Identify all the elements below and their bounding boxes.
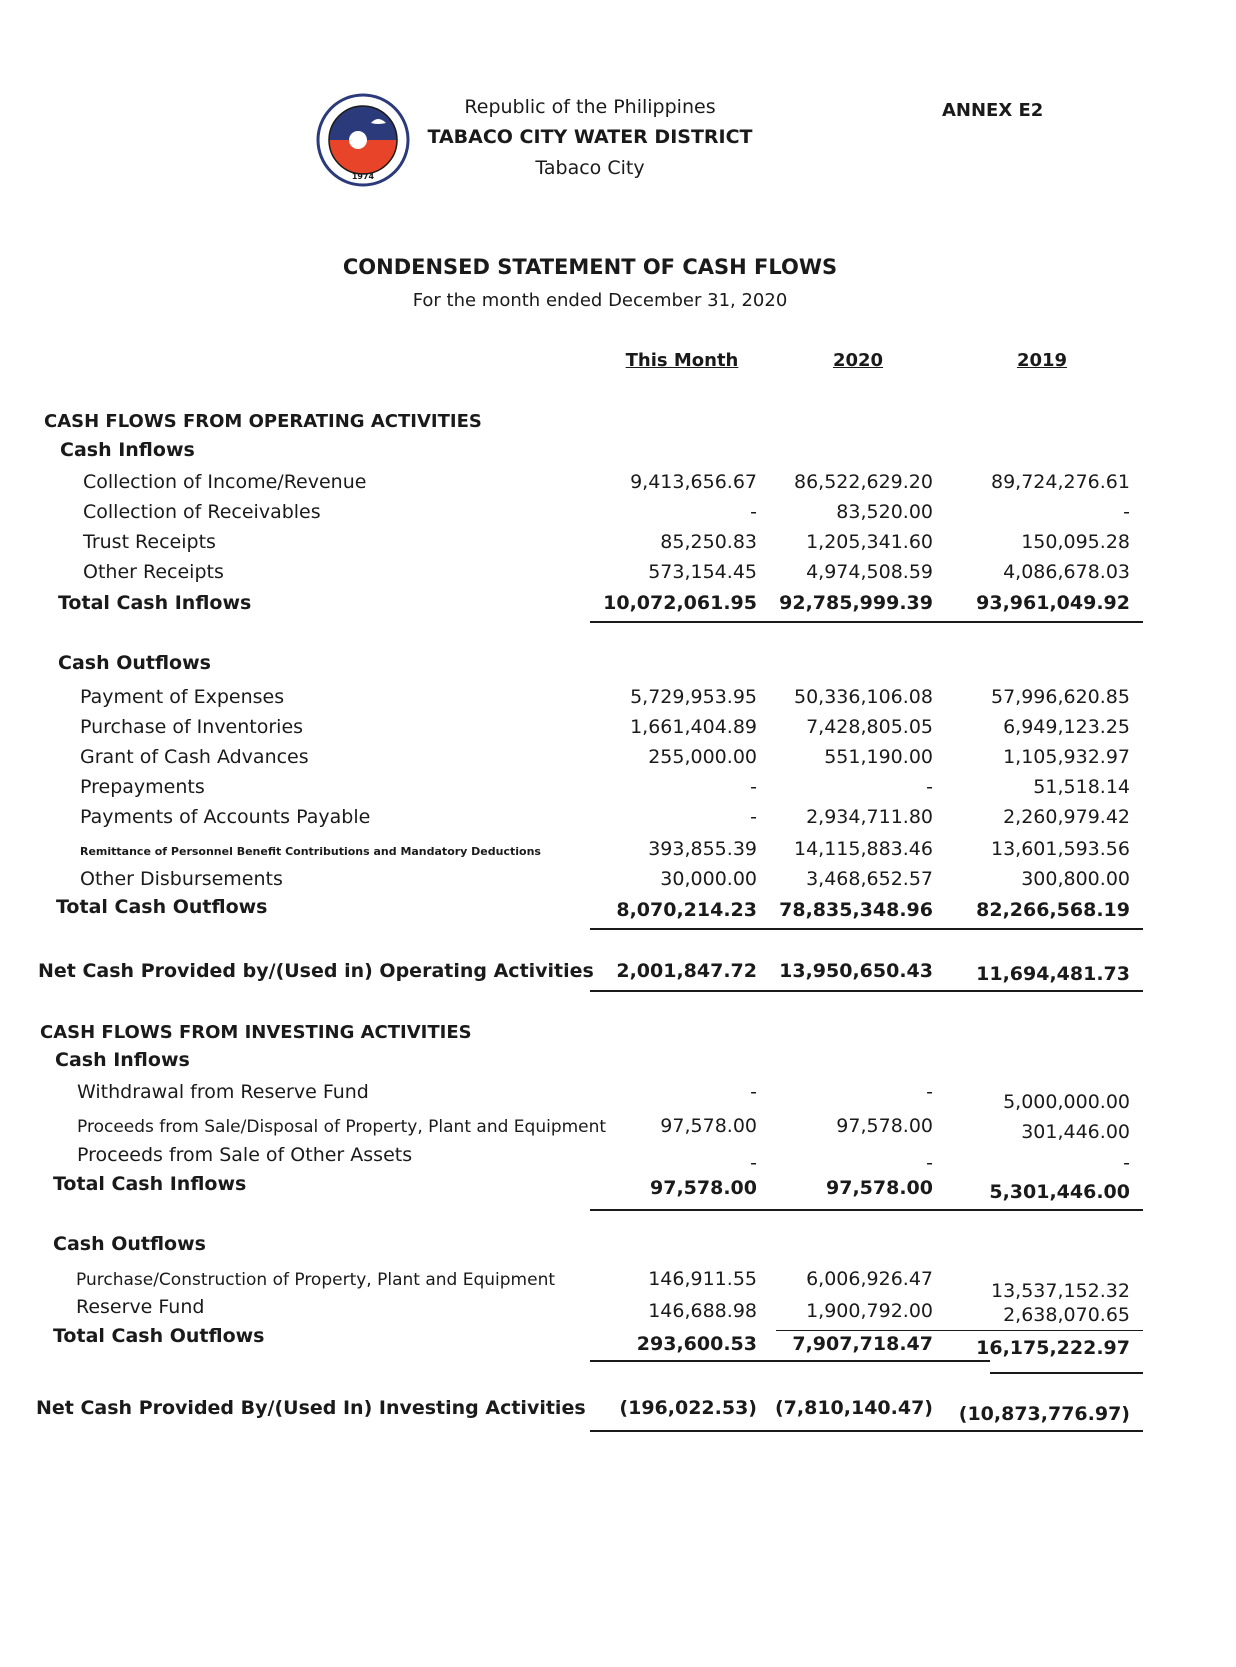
row-label: Grant of Cash Advances xyxy=(80,746,309,768)
value-2019: 2,260,979.42 xyxy=(1003,806,1130,828)
total-underline xyxy=(590,928,1143,930)
total-underline xyxy=(590,621,1143,623)
value-2019: 150,095.28 xyxy=(1021,531,1130,553)
table-row xyxy=(0,868,1236,898)
section-operating-title: CASH FLOWS FROM OPERATING ACTIVITIES xyxy=(44,411,482,432)
row-label: Net Cash Provided by/(Used in) Operating Activities xyxy=(38,960,594,982)
value-this-month: - xyxy=(750,806,757,828)
net-row xyxy=(0,960,1236,990)
value-2019: 4,086,678.03 xyxy=(1003,561,1130,583)
total-row xyxy=(0,1325,1236,1363)
total-row xyxy=(0,1173,1236,1207)
value-2019: 93,961,049.92 xyxy=(976,592,1130,614)
value-2019: 1,105,932.97 xyxy=(1003,746,1130,768)
row-label: Purchase of Inventories xyxy=(80,716,304,738)
table-row xyxy=(0,806,1236,836)
value-2019: 301,446.00 xyxy=(1021,1121,1130,1143)
value-this-month: 97,578.00 xyxy=(650,1177,757,1199)
value-this-month: 146,911.55 xyxy=(648,1268,757,1290)
row-label: Proceeds from Sale/Disposal of Property, Plant and Equipment xyxy=(77,1117,607,1137)
investing-inflows-title: Cash Inflows xyxy=(55,1049,190,1071)
value-2019: 5,000,000.00 xyxy=(1003,1091,1130,1113)
value-2019: 89,724,276.61 xyxy=(990,471,1130,493)
value-2020: 83,520.00 xyxy=(836,501,933,523)
table-row xyxy=(0,1115,1236,1145)
header-republic: Republic of the Philippines xyxy=(464,96,716,118)
net-underline xyxy=(590,1430,1143,1432)
net-underline xyxy=(590,990,1143,992)
value-2020: 13,950,650.43 xyxy=(779,960,933,982)
value-this-month: 255,000.00 xyxy=(648,746,757,768)
value-2020: 97,578.00 xyxy=(836,1115,933,1137)
value-this-month: - xyxy=(750,501,757,523)
value-this-month: 8,070,214.23 xyxy=(616,899,757,921)
value-2019: 13,537,152.32 xyxy=(990,1280,1130,1302)
value-2019: 82,266,568.19 xyxy=(976,899,1130,921)
net-row xyxy=(0,1397,1236,1427)
value-2020: 86,522,629.20 xyxy=(793,471,933,493)
investing-outflows-title: Cash Outflows xyxy=(53,1233,206,1255)
row-label: Remittance of Personnel Benefit Contributions and Mandatory Deductions xyxy=(80,845,541,858)
table-row xyxy=(0,838,1236,868)
value-this-month: 146,688.98 xyxy=(648,1300,757,1322)
row-label: Other Receipts xyxy=(83,561,224,583)
value-2019: 16,175,222.97 xyxy=(976,1337,1130,1359)
value-2020: 97,578.00 xyxy=(826,1177,933,1199)
table-row xyxy=(0,686,1236,716)
value-this-month: 573,154.45 xyxy=(648,561,757,583)
table-row xyxy=(0,716,1236,746)
value-2019: 5,301,446.00 xyxy=(989,1181,1130,1203)
value-this-month: (196,022.53) xyxy=(619,1397,757,1419)
value-2019: 6,949,123.25 xyxy=(1003,716,1130,738)
table-row xyxy=(0,1081,1236,1111)
value-this-month: 9,413,656.67 xyxy=(630,471,757,493)
value-2019: - xyxy=(1123,1152,1130,1174)
total-row xyxy=(0,592,1236,622)
value-this-month: 97,578.00 xyxy=(660,1115,757,1137)
row-label: Proceeds from Sale of Other Assets xyxy=(77,1144,413,1166)
value-2019: 57,996,620.85 xyxy=(990,686,1130,708)
table-row xyxy=(0,501,1236,531)
value-this-month: 293,600.53 xyxy=(636,1333,757,1355)
value-2019: 11,694,481.73 xyxy=(976,963,1130,985)
row-label: Trust Receipts xyxy=(83,531,216,553)
value-this-month: 30,000.00 xyxy=(660,868,757,890)
value-2020: - xyxy=(926,1081,933,1103)
row-label: Withdrawal from Reserve Fund xyxy=(77,1081,369,1103)
row-label: Payment of Expenses xyxy=(80,686,285,708)
row-label: Net Cash Provided By/(Used In) Investing Activities xyxy=(36,1397,586,1419)
table-row xyxy=(0,531,1236,561)
value-this-month: 10,072,061.95 xyxy=(603,592,757,614)
operating-outflows-title: Cash Outflows xyxy=(58,652,211,674)
table-row xyxy=(0,1144,1236,1174)
table-row xyxy=(0,1268,1236,1302)
total-underline xyxy=(590,1209,1143,1211)
value-2020: 6,006,926.47 xyxy=(806,1268,933,1290)
row-label: Total Cash Inflows xyxy=(53,1173,247,1195)
value-this-month: 5,729,953.95 xyxy=(630,686,757,708)
row-label: Collection of Income/Revenue xyxy=(83,471,367,493)
statement-title: CONDENSED STATEMENT OF CASH FLOWS xyxy=(342,255,838,279)
value-2020: 1,205,341.60 xyxy=(806,531,933,553)
row-label: Purchase/Construction of Property, Plant and Equipment xyxy=(76,1270,556,1290)
row-label: Prepayments xyxy=(80,776,205,798)
value-this-month: 2,001,847.72 xyxy=(616,960,757,982)
row-label: Reserve Fund xyxy=(76,1296,205,1318)
value-this-month: 85,250.83 xyxy=(660,531,757,553)
value-2019: 300,800.00 xyxy=(1021,868,1130,890)
row-label: Collection of Receivables xyxy=(83,501,321,523)
value-2020: 4,974,508.59 xyxy=(806,561,933,583)
value-2019: (10,873,776.97) xyxy=(958,1403,1130,1425)
value-2020: 14,115,883.46 xyxy=(793,838,933,860)
statement-period: For the month ended December 31, 2020 xyxy=(412,290,788,311)
value-2020: 1,900,792.00 xyxy=(806,1300,933,1322)
header-city: Tabaco City xyxy=(535,157,645,179)
total-row xyxy=(0,896,1236,929)
value-this-month: - xyxy=(750,1152,757,1174)
table-row xyxy=(0,746,1236,776)
value-2020: - xyxy=(926,776,933,798)
row-label: Payments of Accounts Payable xyxy=(80,806,371,828)
row-label: Total Cash Inflows xyxy=(58,592,252,614)
value-this-month: 1,661,404.89 xyxy=(630,716,757,738)
value-2019: - xyxy=(1123,501,1130,523)
column-header-this-month: This Month xyxy=(625,350,739,371)
subtotal-underline xyxy=(776,1330,1143,1331)
total-underline xyxy=(590,1360,990,1362)
row-label: Total Cash Outflows xyxy=(53,1325,265,1347)
column-header-2019: 2019 xyxy=(1016,350,1068,371)
value-this-month: - xyxy=(750,1081,757,1103)
value-2020: 78,835,348.96 xyxy=(779,899,933,921)
value-2020: 7,907,718.47 xyxy=(792,1333,933,1355)
column-header-2020: 2020 xyxy=(832,350,884,371)
value-2019: 13,601,593.56 xyxy=(990,838,1130,860)
annex-label: ANNEX E2 xyxy=(942,100,1044,121)
value-2020: 3,468,652.57 xyxy=(806,868,933,890)
value-2020: 50,336,106.08 xyxy=(793,686,933,708)
table-row xyxy=(0,471,1236,501)
value-2019: 2,638,070.65 xyxy=(1003,1304,1130,1326)
value-2019: 51,518.14 xyxy=(1033,776,1130,798)
operating-inflows-title: Cash Inflows xyxy=(60,439,195,461)
value-2020: - xyxy=(926,1152,933,1174)
section-investing-title: CASH FLOWS FROM INVESTING ACTIVITIES xyxy=(40,1022,472,1043)
row-label: Total Cash Outflows xyxy=(56,896,268,918)
table-row xyxy=(0,561,1236,591)
value-2020: 7,428,805.05 xyxy=(806,716,933,738)
value-this-month: - xyxy=(750,776,757,798)
header-district: TABACO CITY WATER DISTRICT xyxy=(427,126,753,148)
seal-year: 1974 xyxy=(351,172,375,181)
row-label: Other Disbursements xyxy=(80,868,283,890)
value-2020: (7,810,140.47) xyxy=(774,1397,933,1419)
table-row xyxy=(0,776,1236,806)
value-2020: 2,934,711.80 xyxy=(806,806,933,828)
value-2020: 92,785,999.39 xyxy=(779,592,933,614)
value-2020: 551,190.00 xyxy=(824,746,933,768)
value-this-month: 393,855.39 xyxy=(648,838,757,860)
total-underline-2019 xyxy=(990,1372,1143,1374)
